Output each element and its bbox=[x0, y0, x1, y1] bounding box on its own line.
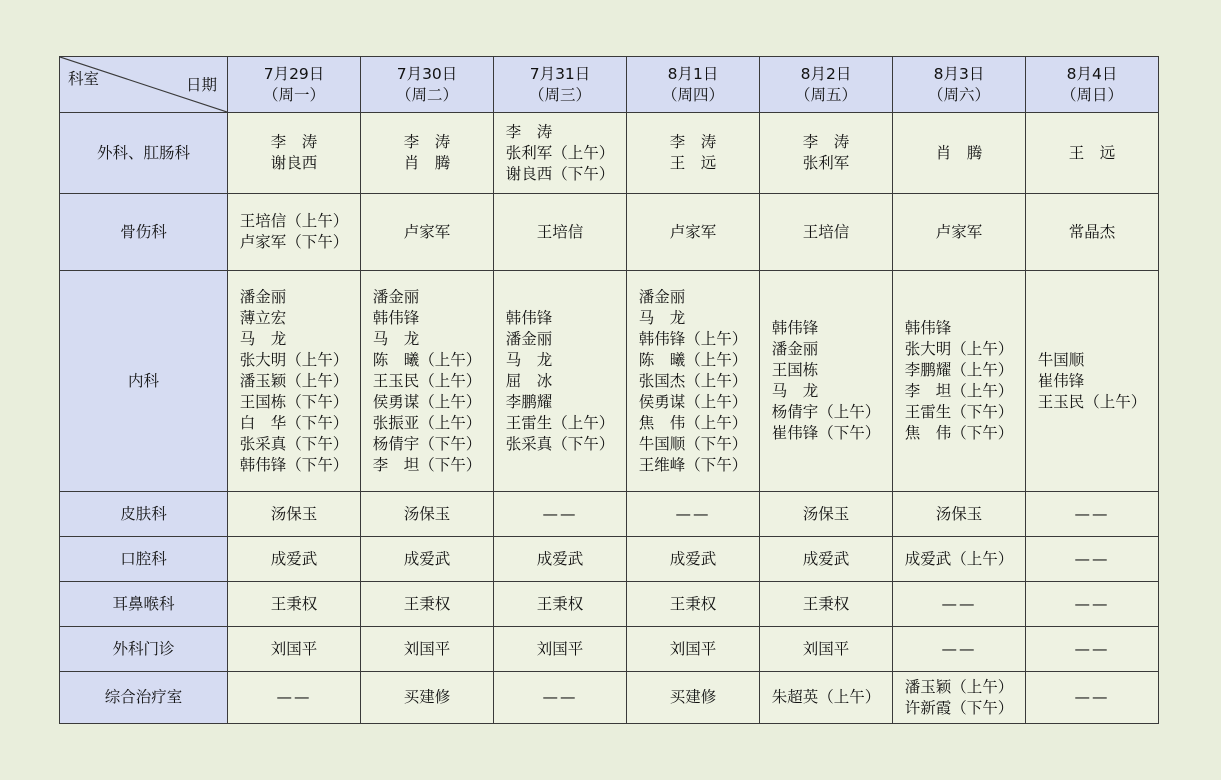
staff-entry: 侯勇谋（上午） bbox=[638, 392, 748, 411]
staff-entry: 牛国顺（下午） bbox=[638, 434, 748, 453]
staff-entry: 王培信 bbox=[802, 222, 850, 241]
staff-entry: 常晶杰 bbox=[1068, 222, 1116, 241]
staff-entry: 王秉权 bbox=[802, 594, 850, 613]
staff-entry: 买建修 bbox=[669, 688, 717, 706]
duty-cell bbox=[893, 492, 1026, 537]
day-date: 7月31日 bbox=[529, 64, 591, 83]
duty-cell bbox=[627, 492, 760, 537]
staff-entry: 王雷生（上午） bbox=[505, 413, 615, 432]
duty-staff-list bbox=[1075, 549, 1110, 570]
duty-staff-list bbox=[271, 639, 318, 660]
staff-entry: 王维峰（下午） bbox=[638, 455, 748, 474]
duty-cell bbox=[228, 537, 361, 582]
duty-cell bbox=[893, 672, 1026, 724]
duty-staff-list bbox=[240, 287, 349, 476]
department-row bbox=[60, 194, 1159, 271]
staff-entry: 马 龙 bbox=[239, 329, 287, 348]
staff-entry: 卢家军 bbox=[403, 222, 451, 241]
day-header bbox=[228, 57, 361, 113]
staff-entry: 焦 伟（上午） bbox=[638, 413, 748, 432]
duty-cell bbox=[1026, 582, 1159, 627]
day-header bbox=[893, 57, 1026, 113]
staff-entry: 王秉权 bbox=[270, 594, 318, 613]
staff-entry: 李鹏耀（上午） bbox=[904, 361, 1014, 379]
duty-staff-list bbox=[1075, 687, 1110, 708]
staff-entry: 白 华（下午） bbox=[239, 413, 349, 432]
duty-staff-list bbox=[1075, 594, 1110, 615]
duty-cell bbox=[361, 194, 494, 271]
department-name: 外科门诊 bbox=[60, 627, 228, 672]
staff-entry: 刘国平 bbox=[270, 639, 318, 658]
staff-entry: 王玉民（上午） bbox=[1037, 392, 1147, 411]
staff-entry: 薄立宏 bbox=[239, 308, 287, 327]
duty-cell bbox=[893, 271, 1026, 492]
staff-entry: 马 龙 bbox=[372, 329, 420, 348]
staff-entry: 焦 伟（下午） bbox=[904, 424, 1014, 442]
duty-cell bbox=[627, 672, 760, 724]
department-row bbox=[60, 113, 1159, 194]
duty-staff-list bbox=[670, 594, 717, 615]
duty-cell bbox=[627, 271, 760, 492]
duty-cell bbox=[1026, 492, 1159, 537]
duty-staff-list bbox=[506, 122, 615, 185]
staff-entry: 许新霞（下午） bbox=[904, 698, 1014, 717]
staff-entry: 张利军 bbox=[802, 154, 850, 172]
duty-cell bbox=[228, 582, 361, 627]
staff-entry: —— bbox=[1074, 594, 1110, 613]
staff-entry: 卢家军 bbox=[669, 222, 717, 241]
duty-cell bbox=[760, 492, 893, 537]
department-row bbox=[60, 672, 1159, 724]
duty-cell bbox=[627, 113, 760, 194]
duty-staff-list bbox=[772, 318, 881, 444]
duty-staff-list bbox=[404, 132, 451, 174]
duty-cell bbox=[361, 492, 494, 537]
staff-entry: 马 龙 bbox=[771, 382, 819, 400]
duty-cell bbox=[361, 113, 494, 194]
duty-cell bbox=[228, 627, 361, 672]
duty-staff-list bbox=[404, 549, 451, 570]
duty-staff-list bbox=[670, 549, 717, 570]
staff-entry: 陈 曦（上午） bbox=[638, 350, 748, 369]
duty-staff-list bbox=[271, 594, 318, 615]
staff-entry: 肖 腾 bbox=[935, 143, 983, 162]
staff-entry: 汤保玉 bbox=[403, 504, 451, 523]
duty-cell bbox=[361, 582, 494, 627]
department-row bbox=[60, 537, 1159, 582]
duty-staff-list bbox=[803, 222, 850, 243]
day-weekday: （周二） bbox=[395, 85, 458, 104]
department-name: 内科 bbox=[60, 271, 228, 492]
staff-entry: 陈 曦（上午） bbox=[372, 350, 482, 369]
duty-staff-list bbox=[537, 639, 584, 660]
staff-entry: 王国栋 bbox=[771, 361, 819, 379]
duty-staff-list bbox=[240, 211, 349, 253]
duty-staff-list bbox=[537, 222, 584, 243]
duty-staff-list bbox=[670, 639, 717, 660]
staff-entry: 李 坦（上午） bbox=[904, 382, 1014, 400]
staff-entry: 王培信 bbox=[536, 222, 584, 241]
day-weekday: （周一） bbox=[262, 85, 325, 104]
duty-staff-list bbox=[803, 504, 850, 525]
duty-cell bbox=[494, 627, 627, 672]
staff-entry: 张国杰（上午） bbox=[638, 371, 748, 390]
duty-staff-list bbox=[1069, 143, 1116, 164]
duty-staff-list bbox=[803, 549, 850, 570]
staff-entry: 牛国顺 bbox=[1037, 350, 1085, 369]
staff-entry: 潘玉颖（上午） bbox=[904, 677, 1014, 696]
duty-staff-list bbox=[277, 687, 312, 708]
duty-cell bbox=[361, 537, 494, 582]
duty-cell bbox=[893, 194, 1026, 271]
staff-entry: 李 涛 bbox=[669, 133, 717, 151]
staff-entry: 谢良西 bbox=[270, 154, 318, 172]
department-name: 耳鼻喉科 bbox=[60, 582, 228, 627]
duty-cell bbox=[228, 672, 361, 724]
staff-entry: 汤保玉 bbox=[270, 504, 318, 523]
duty-staff-list bbox=[905, 318, 1014, 444]
staff-entry: 李鹏耀 bbox=[505, 392, 553, 411]
duty-cell bbox=[494, 271, 627, 492]
staff-entry: 韩伟锋 bbox=[771, 319, 819, 337]
staff-entry: 成爱武 bbox=[403, 549, 451, 568]
department-row bbox=[60, 492, 1159, 537]
duty-staff-list bbox=[670, 687, 717, 708]
duty-staff-list bbox=[1038, 350, 1147, 413]
day-weekday: （周四） bbox=[661, 85, 724, 104]
department-name: 外科、肛肠科 bbox=[60, 113, 228, 194]
duty-cell bbox=[893, 113, 1026, 194]
staff-entry: 卢家军 bbox=[935, 222, 983, 241]
duty-cell bbox=[760, 271, 893, 492]
staff-entry: 王秉权 bbox=[536, 594, 584, 613]
staff-entry: 韩伟锋（上午） bbox=[638, 329, 748, 348]
staff-entry: 李 涛 bbox=[403, 133, 451, 151]
duty-cell bbox=[494, 672, 627, 724]
staff-entry: —— bbox=[1074, 688, 1110, 706]
staff-entry: 肖 腾 bbox=[403, 154, 451, 172]
day-date: 8月3日 bbox=[933, 64, 985, 83]
staff-entry: 王 远 bbox=[1068, 143, 1116, 162]
duty-schedule-table bbox=[59, 56, 1159, 724]
date-axis-label: 日期 bbox=[185, 76, 217, 94]
day-date: 8月2日 bbox=[800, 64, 852, 83]
duty-staff-list bbox=[670, 222, 717, 243]
staff-entry: 潘金丽 bbox=[505, 329, 553, 348]
staff-entry: 王 远 bbox=[669, 154, 717, 172]
staff-entry: 潘金丽 bbox=[771, 340, 819, 358]
duty-staff-list bbox=[1075, 639, 1110, 660]
staff-entry: 朱超英（上午） bbox=[771, 688, 881, 706]
duty-staff-list bbox=[936, 143, 983, 164]
staff-entry: 王培信（上午） bbox=[239, 212, 349, 230]
staff-entry: 刘国平 bbox=[669, 639, 717, 658]
staff-entry: 张采真（下午） bbox=[505, 434, 615, 453]
header-row bbox=[60, 57, 1159, 113]
staff-entry: —— bbox=[542, 504, 578, 523]
duty-cell bbox=[361, 627, 494, 672]
duty-cell bbox=[1026, 627, 1159, 672]
duty-cell bbox=[627, 582, 760, 627]
duty-cell bbox=[494, 492, 627, 537]
day-weekday: （周五） bbox=[794, 85, 857, 104]
duty-staff-list bbox=[271, 504, 318, 525]
department-axis-label: 科室 bbox=[68, 70, 100, 88]
duty-staff-list bbox=[404, 504, 451, 525]
duty-cell bbox=[760, 194, 893, 271]
duty-staff-list bbox=[803, 132, 850, 174]
duty-staff-list bbox=[404, 594, 451, 615]
duty-staff-list bbox=[905, 549, 1014, 570]
day-weekday: （周六） bbox=[927, 85, 990, 104]
duty-cell bbox=[760, 627, 893, 672]
duty-cell bbox=[1026, 194, 1159, 271]
department-row bbox=[60, 271, 1159, 492]
staff-entry: 成爱武（上午） bbox=[904, 549, 1014, 568]
staff-entry: 刘国平 bbox=[536, 639, 584, 658]
duty-staff-list bbox=[1069, 222, 1116, 243]
duty-cell bbox=[361, 672, 494, 724]
duty-cell bbox=[228, 492, 361, 537]
duty-cell bbox=[361, 271, 494, 492]
duty-cell bbox=[893, 537, 1026, 582]
staff-entry: 王国栋（下午） bbox=[239, 392, 349, 411]
staff-entry: 李 涛 bbox=[270, 133, 318, 151]
duty-staff-list bbox=[936, 504, 983, 525]
duty-staff-list bbox=[543, 687, 578, 708]
duty-cell bbox=[494, 113, 627, 194]
department-name: 骨伤科 bbox=[60, 194, 228, 271]
duty-staff-list bbox=[942, 594, 977, 615]
staff-entry: 侯勇谋（上午） bbox=[372, 392, 482, 411]
staff-entry: 王雷生（下午） bbox=[904, 403, 1014, 421]
duty-cell bbox=[627, 537, 760, 582]
duty-staff-list bbox=[670, 132, 717, 174]
staff-entry: 买建修 bbox=[403, 688, 451, 706]
staff-entry: —— bbox=[1074, 549, 1110, 568]
staff-entry: 李 涛 bbox=[505, 122, 553, 141]
staff-entry: 王秉权 bbox=[669, 594, 717, 613]
staff-entry: 卢家军（下午） bbox=[239, 233, 349, 251]
duty-staff-list bbox=[404, 222, 451, 243]
staff-entry: —— bbox=[276, 688, 312, 706]
duty-staff-list bbox=[271, 132, 318, 174]
staff-entry: 潘玉颖（上午） bbox=[239, 371, 349, 390]
duty-cell bbox=[627, 194, 760, 271]
duty-staff-list bbox=[639, 287, 748, 476]
staff-entry: 成爱武 bbox=[536, 549, 584, 568]
day-date: 8月4日 bbox=[1066, 64, 1118, 83]
department-name: 综合治疗室 bbox=[60, 672, 228, 724]
duty-staff-list bbox=[537, 594, 584, 615]
duty-cell bbox=[760, 113, 893, 194]
staff-entry: 韩伟锋（下午） bbox=[239, 455, 349, 474]
staff-entry: 汤保玉 bbox=[935, 504, 983, 523]
duty-staff-list bbox=[537, 549, 584, 570]
duty-staff-list bbox=[676, 504, 711, 525]
staff-entry: 刘国平 bbox=[403, 639, 451, 658]
staff-entry: 张利军（上午） bbox=[505, 143, 615, 162]
duty-staff-list bbox=[803, 639, 850, 660]
staff-entry: 韩伟锋 bbox=[372, 308, 420, 327]
staff-entry: —— bbox=[941, 594, 977, 613]
staff-entry: 李 坦（下午） bbox=[372, 455, 482, 474]
staff-entry: 屈 冰 bbox=[505, 371, 553, 390]
duty-cell bbox=[1026, 113, 1159, 194]
staff-entry: —— bbox=[542, 688, 578, 706]
staff-entry: 成爱武 bbox=[669, 549, 717, 568]
staff-entry: 张振亚（上午） bbox=[372, 413, 482, 432]
staff-entry: 马 龙 bbox=[638, 308, 686, 327]
staff-entry: —— bbox=[941, 639, 977, 658]
day-header bbox=[627, 57, 760, 113]
duty-staff-list bbox=[942, 639, 977, 660]
duty-staff-list bbox=[404, 639, 451, 660]
schedule-body bbox=[60, 113, 1159, 724]
duty-cell bbox=[1026, 537, 1159, 582]
duty-staff-list bbox=[271, 549, 318, 570]
duty-cell bbox=[893, 627, 1026, 672]
staff-entry: 刘国平 bbox=[802, 639, 850, 658]
staff-entry: 张采真（下午） bbox=[239, 434, 349, 453]
staff-entry: 潘金丽 bbox=[372, 287, 420, 306]
duty-cell bbox=[760, 582, 893, 627]
duty-cell bbox=[893, 582, 1026, 627]
duty-cell bbox=[228, 194, 361, 271]
staff-entry: 马 龙 bbox=[505, 350, 553, 369]
duty-staff-list bbox=[1075, 504, 1110, 525]
duty-staff-list bbox=[936, 222, 983, 243]
staff-entry: 张大明（上午） bbox=[239, 350, 349, 369]
duty-cell bbox=[494, 582, 627, 627]
duty-staff-list bbox=[404, 687, 451, 708]
day-header bbox=[361, 57, 494, 113]
duty-staff-list bbox=[905, 677, 1014, 719]
day-date: 7月29日 bbox=[263, 64, 325, 83]
day-date: 7月30日 bbox=[396, 64, 458, 83]
staff-entry: 李 涛 bbox=[802, 133, 850, 151]
duty-cell bbox=[760, 672, 893, 724]
staff-entry: 汤保玉 bbox=[802, 504, 850, 523]
duty-cell bbox=[627, 627, 760, 672]
day-header bbox=[760, 57, 893, 113]
staff-entry: 王秉权 bbox=[403, 594, 451, 613]
duty-cell bbox=[494, 194, 627, 271]
day-date: 8月1日 bbox=[667, 64, 719, 83]
staff-entry: 王玉民（上午） bbox=[372, 371, 482, 390]
corner-header bbox=[60, 57, 228, 113]
staff-entry: —— bbox=[675, 504, 711, 523]
staff-entry: 杨倩宇（上午） bbox=[771, 403, 881, 421]
staff-entry: 韩伟锋 bbox=[505, 308, 553, 327]
day-weekday: （周日） bbox=[1060, 85, 1123, 104]
duty-staff-list bbox=[506, 308, 615, 455]
duty-cell bbox=[1026, 271, 1159, 492]
staff-entry: —— bbox=[1074, 639, 1110, 658]
staff-entry: 成爱武 bbox=[270, 549, 318, 568]
staff-entry: 潘金丽 bbox=[638, 287, 686, 306]
day-header bbox=[1026, 57, 1159, 113]
staff-entry: 杨倩宇（下午） bbox=[372, 434, 482, 453]
duty-staff-list bbox=[803, 594, 850, 615]
department-row bbox=[60, 582, 1159, 627]
staff-entry: 韩伟锋 bbox=[904, 319, 952, 337]
duty-cell bbox=[228, 113, 361, 194]
staff-entry: 潘金丽 bbox=[239, 287, 287, 306]
duty-staff-list bbox=[373, 287, 482, 476]
day-header bbox=[494, 57, 627, 113]
staff-entry: 张大明（上午） bbox=[904, 340, 1014, 358]
duty-cell bbox=[228, 271, 361, 492]
department-row bbox=[60, 627, 1159, 672]
duty-cell bbox=[760, 537, 893, 582]
staff-entry: —— bbox=[1074, 504, 1110, 523]
staff-entry: 崔伟锋（下午） bbox=[771, 424, 881, 442]
duty-staff-list bbox=[772, 687, 881, 708]
department-name: 口腔科 bbox=[60, 537, 228, 582]
staff-entry: 崔伟锋 bbox=[1037, 371, 1085, 390]
duty-cell bbox=[1026, 672, 1159, 724]
department-name: 皮肤科 bbox=[60, 492, 228, 537]
duty-cell bbox=[494, 537, 627, 582]
staff-entry: 成爱武 bbox=[802, 549, 850, 568]
day-weekday: （周三） bbox=[528, 85, 591, 104]
staff-entry: 谢良西（下午） bbox=[505, 164, 615, 183]
duty-staff-list bbox=[543, 504, 578, 525]
